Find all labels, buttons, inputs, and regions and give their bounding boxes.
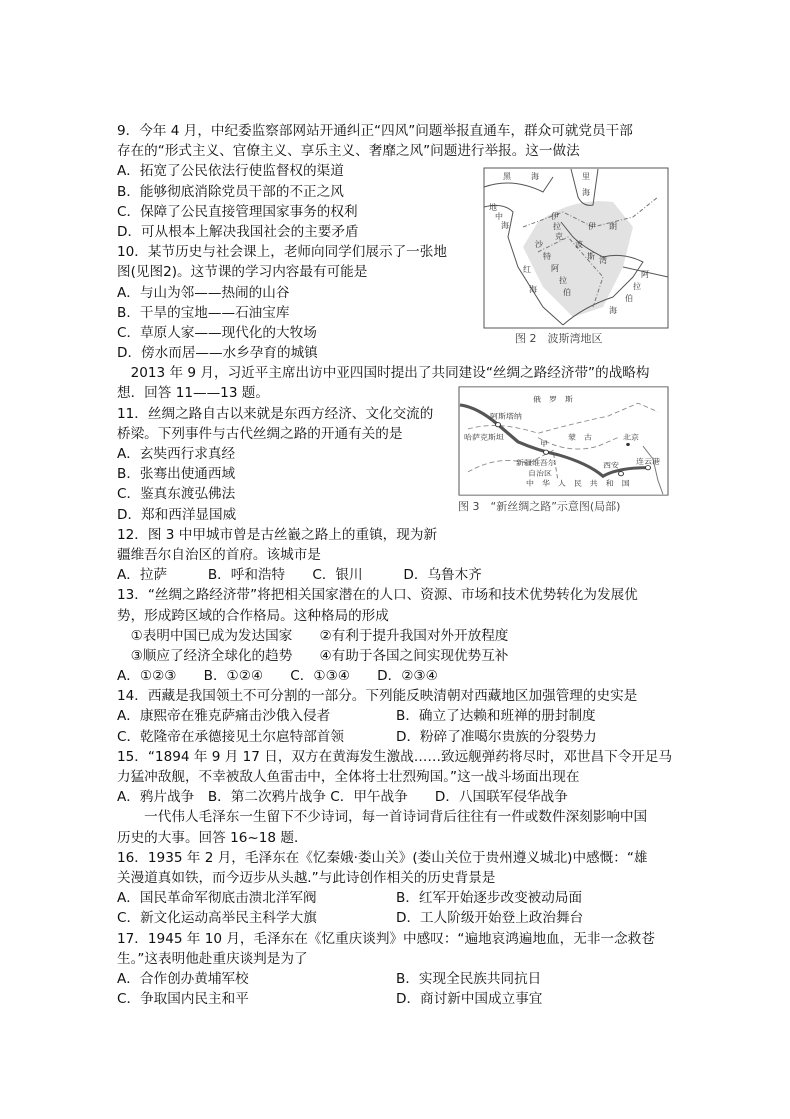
map-label-russia: 俄 罗 斯 bbox=[533, 395, 573, 404]
line-text: ③顺应了经济全球化的趋势 ④有助于各国之间实现优势互补 bbox=[117, 647, 509, 664]
map-label: 海 bbox=[609, 306, 617, 315]
line-text: C．争取国内民主和平 bbox=[117, 991, 249, 1008]
line-text-right: B．实现全民族共同抗日 bbox=[396, 970, 542, 987]
text-line bbox=[117, 363, 677, 383]
text-line bbox=[117, 848, 677, 868]
text-line bbox=[117, 525, 677, 545]
map-label: 阿 bbox=[551, 264, 559, 273]
line-text-right: D．工人阶级开始登上政治舞台 bbox=[396, 910, 584, 927]
text-line bbox=[117, 727, 677, 747]
map-label-lianyungang: 连云港 bbox=[636, 456, 660, 466]
line-text: 12．图 3 中甲城市曾是古丝巀之路上的重镇，现为新 bbox=[117, 526, 438, 543]
map-label-kazakhstan: 哈萨克斯坦 bbox=[464, 432, 504, 442]
text-line bbox=[117, 626, 677, 646]
line-text: A．康熙帝在雅克萨痛击沙俄入侵者 bbox=[117, 708, 331, 725]
map-label-xian: 西安 bbox=[603, 461, 619, 470]
line-text: A．玄奘西行求真经 bbox=[117, 446, 236, 462]
line-text: 力猛冲敌舰，不幸被敌人鱼雷击中，全体将士壮烈殉国。”这一战斗场面出现在 bbox=[117, 769, 580, 785]
text-line bbox=[117, 141, 677, 161]
text-line bbox=[117, 606, 677, 626]
text-line bbox=[117, 989, 677, 1009]
text-line bbox=[117, 121, 677, 141]
text-line bbox=[117, 706, 677, 726]
text-line bbox=[117, 969, 677, 989]
map-label: 海 bbox=[501, 221, 509, 230]
map-label: 伊 bbox=[588, 222, 596, 231]
text-line bbox=[117, 686, 677, 706]
map-label-xinjiang1: 新疆维吾尔 bbox=[516, 458, 556, 467]
line-text: 势，形成跨区域的合作格局。这种格局的形成 bbox=[117, 607, 389, 624]
line-text: 桥梁。下列事件与古代丝绸之路的开通有关的是 bbox=[117, 425, 403, 442]
line-text: ①表明中国已成为发达国家 ②有利于提升我国对外开放程度 bbox=[117, 627, 509, 644]
line-text: 9．今年 4 月，中纪委监察部网站开通纠正“四风”问题举报直通车，群众可就党员干部 bbox=[117, 123, 633, 139]
text-line bbox=[117, 565, 677, 585]
line-text: A．国民革命军彻底击溃北洋军阀 bbox=[117, 890, 317, 907]
line-text-right: B．红军开始逐步改变被动局面 bbox=[396, 890, 583, 907]
line-text: A．①②③ B．①②④ C．①③④ D．②③④ bbox=[117, 668, 438, 685]
text-line bbox=[117, 767, 677, 787]
line-text: 疆维吾尔自治区的首府。该城市是 bbox=[117, 546, 321, 563]
line-text: A．拉萨 B．呼和浩特 C．银川 D．乌鲁木齐 bbox=[117, 567, 482, 584]
map-label: 斯 bbox=[587, 252, 595, 261]
text-line bbox=[117, 908, 677, 928]
line-text: C．保障了公民直接管理国家事务的权利 bbox=[117, 203, 358, 220]
map-label-mongolia: 蒙 古 bbox=[568, 432, 592, 442]
line-text: 11．丝绸之路自古以来就是东西方经济、文化交流的 bbox=[117, 405, 434, 422]
figure-2-persian-gulf-map bbox=[483, 167, 669, 347]
line-text: B．能够彻底消除党员干部的不正之风 bbox=[117, 183, 344, 200]
text-line bbox=[117, 949, 677, 969]
map-label: 里 bbox=[582, 172, 590, 181]
text-line bbox=[117, 545, 677, 565]
line-text: 图(见图2)。这节课的学习内容最有可能是 bbox=[117, 264, 368, 281]
line-text: 一代伟人毛泽东一生留下不少诗词，每一首诗词背后往往有一件或数件深刻影响中国 bbox=[117, 809, 648, 826]
line-text: A．拓宽了公民依法行使监督权的渠道 bbox=[117, 163, 344, 180]
figure-3-silk-road-map bbox=[458, 386, 669, 512]
text-line bbox=[117, 868, 677, 888]
map-label: 克 bbox=[555, 232, 563, 241]
map-label: 中 bbox=[495, 212, 503, 221]
line-text-right: D．粉碎了准噶尔贵族的分裂势力 bbox=[396, 728, 597, 745]
map-label: 特 bbox=[543, 252, 551, 261]
map-label: 伊 bbox=[551, 212, 559, 221]
map-label: 地 bbox=[489, 203, 497, 212]
map-label-xinjiang2: 自治区 bbox=[528, 468, 552, 478]
figure-2-caption: 图 2 波斯湾地区 bbox=[515, 332, 603, 345]
line-text: B．张骞出使通西域 bbox=[117, 466, 236, 483]
text-line bbox=[117, 828, 677, 848]
text-line bbox=[117, 747, 677, 767]
map-label: 波 bbox=[575, 240, 583, 249]
map-label: 海 bbox=[582, 188, 590, 197]
map-label: 伯 bbox=[563, 288, 571, 297]
map-label: 拉 bbox=[553, 222, 561, 231]
line-text: B．干旱的宝地——石油宝库 bbox=[117, 304, 290, 321]
map-label: 湾 bbox=[599, 256, 607, 265]
text-line bbox=[117, 646, 677, 666]
line-text-right: B．确立了达赖和班禅的册封制度 bbox=[396, 708, 596, 725]
text-line bbox=[117, 666, 677, 686]
line-text: C．乾隆帝在承德接见土尔扈特部首领 bbox=[117, 728, 344, 745]
line-text: 关漫道真如铁，而今迈步从头越.”与此诗创作相关的历史背景是 bbox=[117, 869, 496, 886]
line-text: 历史的大事。回答 16~18 题． bbox=[117, 829, 308, 846]
map-label: 拉 bbox=[559, 276, 567, 285]
text-line bbox=[117, 929, 677, 949]
line-text: 生。”这表明他赴重庆谈判是为了 bbox=[117, 950, 308, 967]
line-text: A．鸦片战争 B．第二次鸦片战争 C．甲午战争 D．八国联军侵华战争 bbox=[117, 789, 568, 806]
map-label-astana: 阿斯塔纳 bbox=[490, 412, 522, 421]
text-line bbox=[117, 888, 677, 908]
line-text: C．鉴真东渡弘佛法 bbox=[117, 486, 236, 503]
line-text: C．草原人家——现代化的大牧场 bbox=[117, 324, 317, 341]
map-label: 阿 bbox=[641, 270, 649, 279]
map-label: 拉 bbox=[633, 282, 641, 291]
map-label: 黑 bbox=[503, 172, 511, 181]
line-text: 17．1945 年 10 月，毛泽东在《忆重庆谈判》中感叹：“遍地哀鸿遍地血，无非一念救苍 bbox=[117, 930, 655, 947]
line-text: 14．西藏是我国领土不可分割的一部分。下列能反映清朝对西藏地区加强管理的史实是 bbox=[117, 688, 638, 705]
map-label: 海 bbox=[529, 285, 537, 294]
line-text: C．新文化运动高举民主科学大旗 bbox=[117, 910, 317, 927]
text-line bbox=[117, 807, 677, 827]
line-text: 想．回答 11——13 题。 bbox=[117, 385, 269, 402]
map-label-beijing: 北京 bbox=[623, 432, 639, 442]
map-label: 朗 bbox=[609, 222, 617, 231]
figure-3-caption: 图 3 “新丝绸之路”示意图(局部) bbox=[458, 500, 621, 513]
line-text: 存在的“形式主义、官僚主义、享乐主义、奢靡之风”问题进行举报。这一做法 bbox=[117, 143, 580, 160]
line-text: 13．“丝绸之路经济带”将把相关国家潜在的人口、资源、市场和技术优势转化为发展优 bbox=[117, 587, 638, 604]
map-label-jia: 甲 bbox=[540, 439, 548, 448]
map-label: 沙 bbox=[535, 240, 543, 249]
text-line bbox=[117, 585, 677, 605]
line-text: 2013 年 9 月，习近平主席出访中亚四国时提出了共同建设“丝绸之路经济带”的战略构 bbox=[117, 365, 650, 382]
line-text: D．可从根本上解决我国社会的主要矛盾 bbox=[117, 223, 359, 240]
map-label: 红 bbox=[523, 265, 531, 274]
line-text: A．与山为邻——热闹的山谷 bbox=[117, 284, 290, 301]
line-text: 15．“1894 年 9 月 17 日，双方在黄海发生激战……致远舰弹药将尽时，邓世昌下令开足马 bbox=[117, 748, 673, 765]
line-text: 10．某节历史与社会课上，老师向同学们展示了一张地 bbox=[117, 244, 447, 261]
persian-gulf-map-drawing bbox=[483, 167, 669, 329]
map-label: 伯 bbox=[625, 294, 633, 303]
text-line bbox=[117, 787, 677, 807]
line-text: D．傍水而居——水乡孕育的城镇 bbox=[117, 345, 318, 362]
line-text: 16．1935 年 2 月，毛泽东在《忆秦娥·娄山关》(娄山关位于贵州遵义城北)中感慨：“雄 bbox=[117, 849, 648, 866]
line-text: D．郑和西洋显国威 bbox=[117, 506, 237, 523]
line-text: A．合作创办黄埔军校 bbox=[117, 970, 249, 987]
map-label: 海 bbox=[531, 172, 539, 181]
map-label-china: 中 华 人 民 共 和 国 bbox=[526, 479, 630, 488]
line-text-right: D．商讨新中国成立事宜 bbox=[396, 991, 543, 1008]
silk-road-map-drawing bbox=[458, 386, 669, 496]
